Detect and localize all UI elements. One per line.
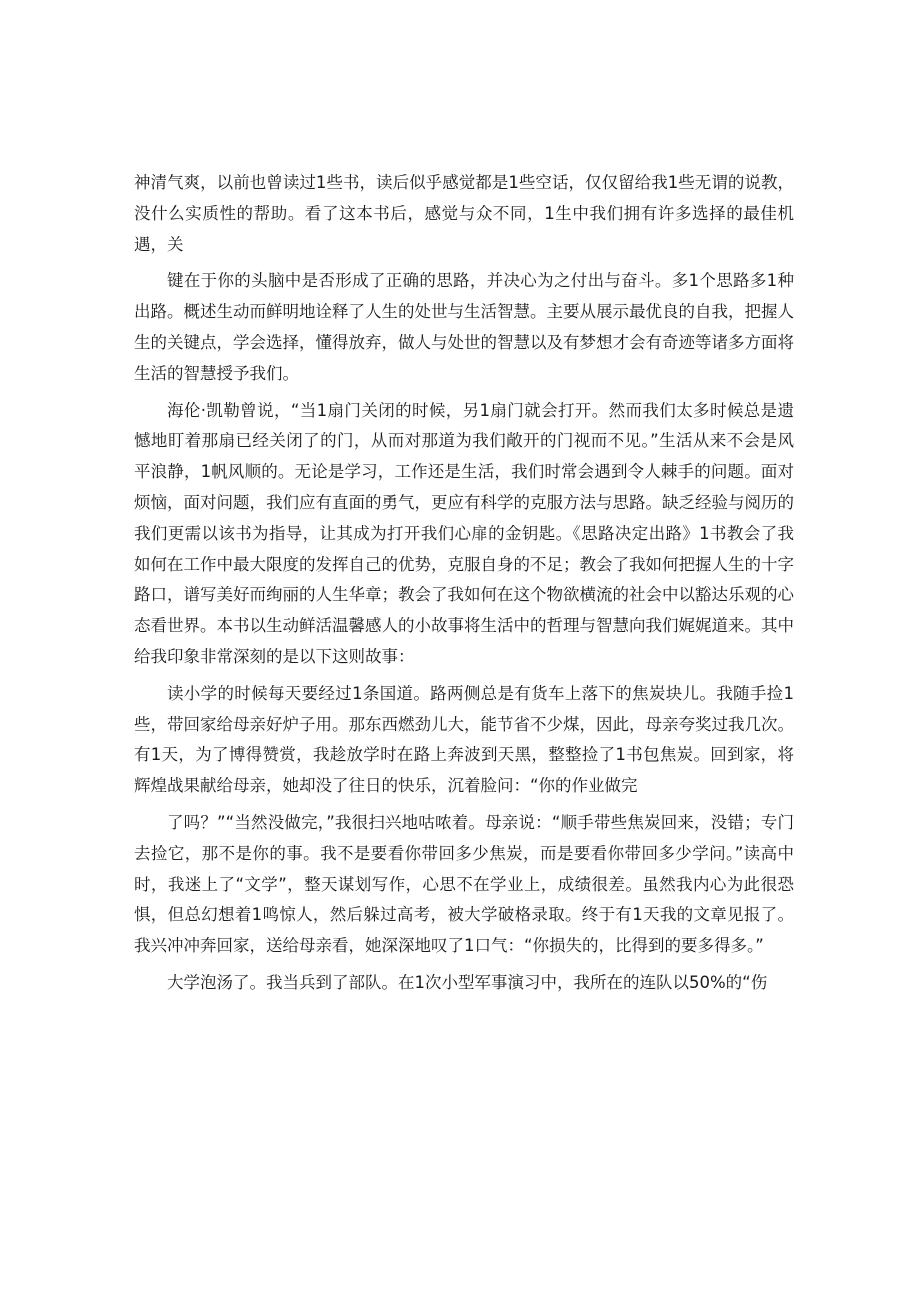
- paragraph-4: 读小学的时候每天要经过1条国道。路两侧总是有货车上落下的焦炭块儿。我随手捡1些，带回家给母亲好炉子用。那东西燃劲儿大，能节省不少煤，因此，母亲夸奖过我几次。有1天，为了博得赞赏，我趁放学时在路上奔波到天黑，整整捡了1书包焦炭。回到家，将辉煌战果献给母亲，她却没了往日的快乐，沉着脸问：“你的作业做完: [134, 683, 794, 796]
- paragraph-6: 大学泡汤了。我当兵到了部队。在1次小型军事演习中，我所在的连队以50%的“伤: [167, 972, 768, 992]
- paragraph-1: 神清气爽，以前也曾读过1些书，读后似乎感觉都是1些空话，仅仅留给我1些无谓的说教，没什么实质性的帮助。看了这本书后，感觉与众不同，1生中我们拥有许多选择的最佳机遇，关: [134, 173, 794, 254]
- paragraph-5: 了吗？”“当然没做完，”我很扫兴地咕哝着。母亲说：“顺手带些焦炭回来，没错；专门去捡它，那不是你的事。我不是要看你带回多少焦炭，而是要看你带回多少学问。”读高中时，我迷上了“文学”，整天谋划写作，心思不在学业上，成绩很差。虽然我内心为此很恐惧，但总幻想着1鸣惊人，然后躲过高考，被大学破格录取。终于有1天我的文章见报了。我兴冲冲奔回家，送给母亲看，她深深地叹了1口气：“你损失的，比得到的要多得多。”: [134, 812, 794, 956]
- paragraph-2: 键在于你的头脑中是否形成了正确的思路，并决心为之付出与奋斗。多1个思路多1种出路。概述生动而鲜明地诠释了人生的处世与生活智慧。主要从展示最优良的自我，把握人生的关键点，学会选择，懂得放弃，做人与处世的智慧以及有梦想才会有奇迹等诸多方面将生活的智慧授予我们。: [134, 271, 794, 383]
- paragraph-3: 海伦·凯勒曾说，“当1扇门关闭的时候，另1扇门就会打开。然而我们太多时候总是遗憾地盯着那扇已经关闭了的门，从而对那道为我们敞开的门视而不见。”生活从来不会是风平浪静，1帆风顺的。无论是学习，工作还是生活，我们时常会遇到令人棘手的问题。面对烦恼，面对问题，我们应有直面的勇气，更应有科学的克服方法与思路。缺乏经验与阅历的我们更需以该书为指导，让其成为打开我们心扉的金钥匙。《思路决定出路》1书教会了我如何在工作中最大限度的发挥自己的优势，克服自身的不足；教会了我如何把握人生的十字路口，谱写美好而绚丽的人生华章；教会了我如何在这个物欲横流的社会中以豁达乐观的心态看世界。本书以生动鲜活温馨感人的小故事将生活中的哲理与智慧向我们娓娓道来。其中给我印象非常深刻的是以下这则故事：: [134, 400, 794, 666]
- document-body: [134, 168, 794, 999]
